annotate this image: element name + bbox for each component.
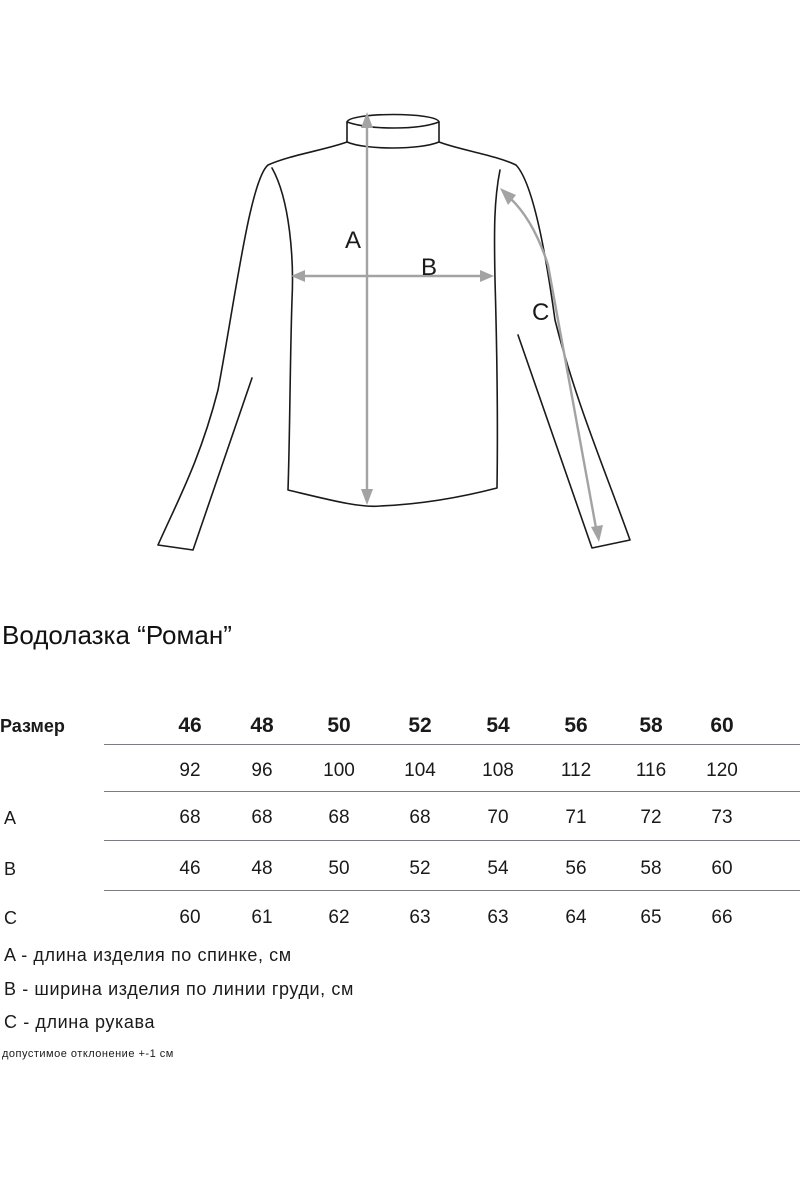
measure-c-label: C xyxy=(532,299,550,326)
header-cell: 52 xyxy=(408,714,432,737)
table-cell: 63 xyxy=(487,907,509,928)
table-cell: 108 xyxy=(482,760,514,781)
measure-c-arrow-bottom xyxy=(591,525,603,542)
table-cell: 68 xyxy=(409,807,431,828)
table-cell: 73 xyxy=(711,807,733,828)
table-cell: 58 xyxy=(640,858,662,879)
left-sleeve-outline xyxy=(158,142,347,550)
table-cell: 112 xyxy=(560,760,592,781)
table-cell: 54 xyxy=(487,858,509,879)
collar-outline xyxy=(347,115,439,149)
table-cell: 68 xyxy=(179,807,201,828)
table-cell: 63 xyxy=(409,907,431,928)
row-label: B xyxy=(4,859,17,879)
table-row xyxy=(0,898,800,938)
table-cell: 60 xyxy=(711,858,733,879)
size-table xyxy=(0,700,800,940)
body-outline xyxy=(272,168,500,506)
table-divider xyxy=(104,840,800,841)
table-cell: 64 xyxy=(565,907,587,928)
table-cell: 120 xyxy=(706,760,738,781)
measure-b xyxy=(291,254,494,282)
legend-item-c: C - длина рукава xyxy=(4,1012,156,1032)
table-cell: 116 xyxy=(635,760,667,781)
header-cell: 48 xyxy=(250,714,274,737)
header-cell: 58 xyxy=(639,714,663,737)
measure-b-label: B xyxy=(421,254,438,281)
header-cell: 54 xyxy=(486,714,510,737)
tolerance-note: допустимое отклонение +-1 см xyxy=(2,1048,174,1060)
measure-c xyxy=(500,188,603,542)
table-cell: 71 xyxy=(565,807,587,828)
table-cell: 65 xyxy=(640,907,662,928)
table-cell: 62 xyxy=(328,907,350,928)
table-row xyxy=(0,849,800,889)
measure-c-line xyxy=(510,198,596,528)
header-cell: 46 xyxy=(178,714,202,737)
legend-item-b: B - ширина изделия по линии груди, см xyxy=(4,979,354,999)
header-cell: 60 xyxy=(710,714,734,737)
table-cell: 60 xyxy=(179,907,201,928)
table-divider xyxy=(104,791,800,792)
table-cell: 61 xyxy=(251,907,273,928)
table-divider xyxy=(104,890,800,891)
table-cell: 72 xyxy=(640,807,662,828)
row-label: C xyxy=(4,908,17,928)
table-cell: 68 xyxy=(251,807,273,828)
header-cell: 56 xyxy=(564,714,588,737)
table-cell: 50 xyxy=(328,858,350,879)
table-row xyxy=(0,751,800,791)
table-divider xyxy=(104,744,800,745)
measure-b-arrow-right xyxy=(480,270,494,282)
measure-a-label: A xyxy=(345,227,362,254)
header-cell: 50 xyxy=(327,714,351,737)
row-label: A xyxy=(4,808,17,828)
legend-item-a: A - длина изделия по спинке, см xyxy=(4,945,292,965)
table-header-row xyxy=(0,706,800,746)
table-cell: 66 xyxy=(711,907,733,928)
table-cell: 92 xyxy=(179,760,201,781)
table-cell: 70 xyxy=(487,807,509,828)
table-cell: 46 xyxy=(179,858,201,879)
measure-a-arrow-top xyxy=(361,112,373,128)
table-cell: 104 xyxy=(404,760,436,781)
table-cell: 52 xyxy=(409,858,431,879)
measure-a xyxy=(345,112,373,505)
product-title: Водолазка “Роман” xyxy=(2,620,232,650)
table-cell: 56 xyxy=(565,858,587,879)
table-row xyxy=(0,798,800,838)
table-cell: 48 xyxy=(251,858,273,879)
right-sleeve-outline xyxy=(439,142,630,548)
collar-fold xyxy=(347,122,439,128)
table-cell: 68 xyxy=(328,807,350,828)
table-cell: 100 xyxy=(323,760,355,781)
table-cell: 96 xyxy=(251,760,273,781)
header-label: Размер xyxy=(0,716,65,736)
measure-a-arrow-bottom xyxy=(361,489,373,505)
